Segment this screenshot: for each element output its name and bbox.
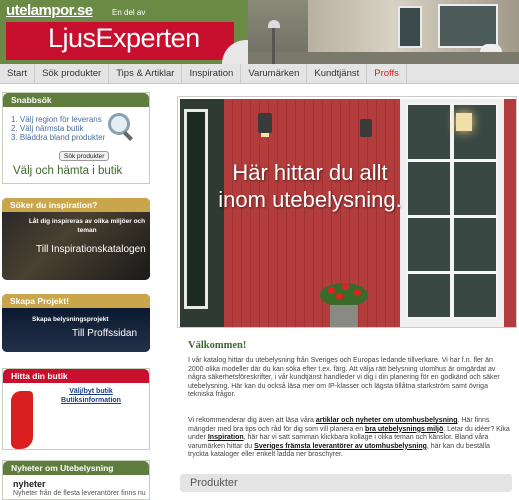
pick-up-tagline: Välj och hämta i butik [13,165,123,177]
nav-tips-artiklar[interactable]: Tips & Artiklar [109,64,182,84]
sweden-map-icon[interactable] [11,391,33,449]
part-of-label: En del av [112,8,146,17]
nav-sok-produkter[interactable]: Sök produkter [35,64,109,84]
project-text: Skapa belysningsprojekt [32,316,109,323]
header-photo [248,0,519,64]
news-box [2,460,150,500]
ljusexperten-logo-text: LjusExperten [48,23,200,53]
inspiration-promo[interactable] [2,198,150,280]
inspiration-catalog-link[interactable]: Till Inspirationskatalogen [36,244,146,255]
lamp-icon [268,20,280,28]
lighting-environment-link[interactable]: bra utebelysnings miljö [365,425,444,433]
search-products-button[interactable]: Sök produkter [59,151,109,161]
news-title: Nyheter om Utebelysning [3,461,149,475]
quick-search-title: Snabbsök [3,93,149,107]
articles-link[interactable]: artiklar och nyheter om utomhusbelysning [315,417,458,424]
hero-image [180,99,516,327]
inspiration-title: Söker du inspiration? [2,198,150,212]
nav-inspiration[interactable]: Inspiration [182,64,241,84]
brand-area [0,0,248,64]
text-span: , här har vi satt samman klickbara kollage i olika teman och känslor. Bland våra varumärken hittar du [188,434,489,450]
text-span: Vi rekommenderar dig även att läsa våra [188,417,316,424]
hero-frame [177,96,517,328]
magnifier-handle [123,131,133,141]
products-section-header[interactable]: Produkter [180,474,512,492]
news-item-title[interactable]: nyheter [13,479,46,489]
pro-page-link[interactable]: Till Proffssidan [72,328,138,339]
wall-lamp-icon [258,113,272,133]
text-span: , här kan du beställa tryckta kataloger eller enkelt ladda ner broschyrer. [188,442,490,459]
nav-proffs[interactable]: Proffs [367,64,407,84]
project-promo[interactable] [2,294,150,352]
main-nav [0,64,519,84]
text-span: . Letar du idéer? Kika under [188,425,510,442]
nav-varumarken[interactable]: Varumärken [241,64,307,84]
nav-start[interactable]: Start [0,64,35,84]
wall-lamp-icon [360,119,372,137]
lamp-icon [480,44,502,52]
store-links [55,387,127,405]
step-item: 1. Välj region för leverans [11,115,102,124]
welcome-title: Välkommen! [188,340,247,351]
text-span: . Här finns mängder med bra tips och råd för dig som vill planera en [188,417,490,433]
inspiration-link[interactable]: Inspiration [207,434,244,442]
hero-headline: Här hittar du allt inom utebelysning. [218,160,402,212]
news-item-text: Nyheter från de flesta leverantörer finns nu [13,490,146,497]
site-header [0,0,519,64]
store-info-link[interactable]: Butiksinformation [61,397,121,404]
wall-lamp-icon [456,113,472,131]
quick-search-box [2,92,150,184]
change-store-link[interactable]: Välj/byt butik [69,388,113,395]
ljusexperten-logo[interactable] [6,22,234,60]
find-store-title: Hitta din butik [3,369,149,383]
suppliers-link[interactable]: Sveriges främsta leverantörer av utomhusbelysning [254,442,427,450]
project-title: Skapa Projekt! [2,294,150,308]
site-logo[interactable]: utelampor.se [6,2,93,19]
step-item: 2. Välj närmsta butik [11,124,84,133]
welcome-paragraph: I vår katalog hittar du utebelysning från Sveriges och Europas ledande tillverkare. Vi har f.n. fler än 2000 olika modeller där du kan söka efter t.ex. färg. Att välja rätt belysning utomhus är omgärdat av några säkerhetsföreskrifter, i vår kundtjänst handleder vi dig i din planering för en godkänd och säker utebelysning. Här kan du också läsa mer om IP-klasser och lägsta tillåtna starkström samt övriga tekniska frågor. [188,357,500,399]
find-store-box [2,368,150,450]
step-item: 3. Bläddra bland produkter [11,133,106,142]
welcome-paragraph-links [188,417,510,460]
quick-search-steps [11,115,105,142]
inspiration-text: Låt dig inspireras av olika miljöer och teman [28,218,146,234]
flower-pot-icon [316,283,372,327]
nav-kundtjanst[interactable]: Kundtjänst [307,64,367,84]
